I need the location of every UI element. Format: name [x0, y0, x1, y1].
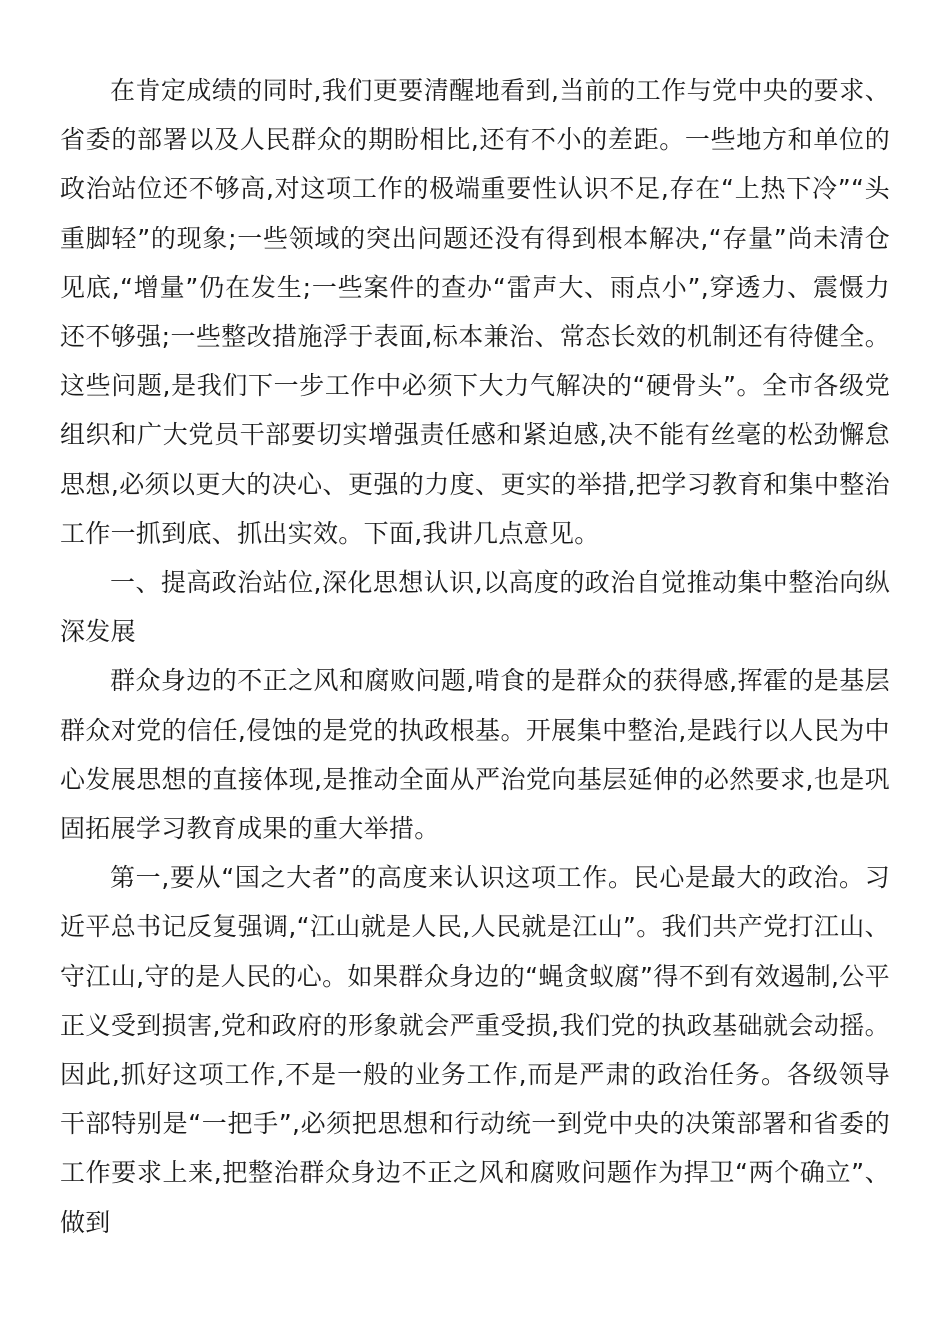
document-body	[60, 66, 890, 1247]
paragraph-harm-of-corruption: 群众身边的不正之风和腐败问题,啃食的是群众的获得感,挥霍的是基层群众对党的信任,侵蚀的是党的执政根基。开展集中整治,是践行以人民为中心发展思想的直接体现,是推动全面从严治党向基层延伸的必然要求,也是巩固拓展学习教育成果的重大举措。	[60, 666, 890, 844]
section-heading-one: 一、提高政治站位,深化思想认识,以高度的政治自觉推动集中整治向纵深发展	[60, 568, 890, 647]
paragraph-gap-analysis: 在肯定成绩的同时,我们更要清醒地看到,当前的工作与党中央的要求、省委的部署以及人民群众的期盼相比,还有不小的差距。一些地方和单位的政治站位还不够高,对这项工作的极端重要性认识不足,存在“上热下冷”“头重脚轻”的现象;一些领域的突出问题还没有得到根本解决,“存量”尚未清仓见底,“增量”仍在发生;一些案件的查办“雷声大、雨点小”,穿透力、震慑力还不够强;一些整改措施浮于表面,标本兼治、常态长效的机制还有待健全。这些问题,是我们下一步工作中必须下大力气解决的“硬骨头”。全市各级党组织和广大党员干部要切实增强责任感和紧迫感,决不能有丝毫的松劲懈怠思想,必须以更大的决心、更强的力度、更实的举措,把学习教育和集中整治工作一抓到底、抓出实效。下面,我讲几点意见。	[60, 76, 890, 548]
paragraph-point-first: 第一,要从“国之大者”的高度来认识这项工作。民心是最大的政治。习近平总书记反复强调,“江山就是人民,人民就是江山”。我们共产党打江山、守江山,守的是人民的心。如果群众身边的“蝇贪蚁腐”得不到有效遏制,公平正义受到损害,党和政府的形象就会严重受损,我们党的执政基础就会动摇。因此,抓好这项工作,不是一般的业务工作,而是严肃的政治任务。各级领导干部特别是“一把手”,必须把思想和行动统一到党中央的决策部署和省委的工作要求上来,把整治群众身边不正之风和腐败问题作为捍卫“两个确立”、做到	[60, 863, 890, 1237]
